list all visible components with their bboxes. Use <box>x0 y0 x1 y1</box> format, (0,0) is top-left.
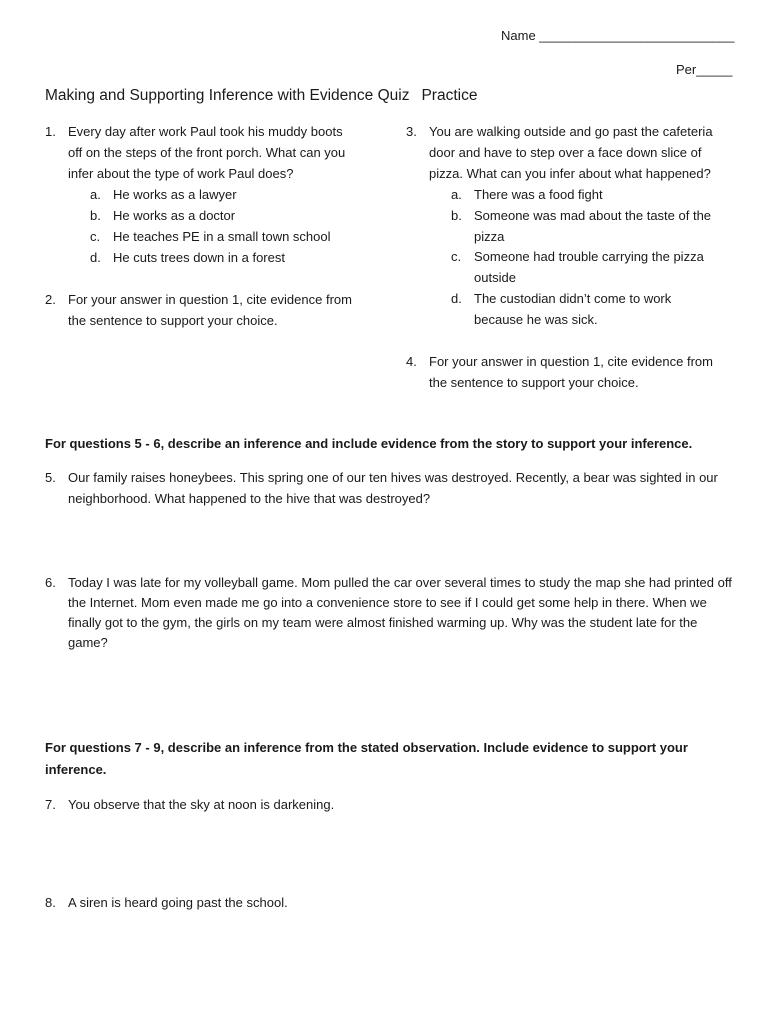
option-text: There was a food fight <box>474 187 603 202</box>
instruction-line: inference. <box>45 762 107 777</box>
option-text: outside <box>474 270 516 285</box>
question-text-line: the sentence to support your choice. <box>429 375 639 390</box>
title-main: Making and Supporting Inference with Evidence Quiz <box>45 87 410 104</box>
option-letter: d. <box>451 291 462 306</box>
question-number: 2. <box>45 292 56 307</box>
option-text: The custodian didn’t come to work <box>474 291 672 306</box>
question-number: 7. <box>45 797 56 812</box>
section-instructions-5-6: For questions 5 - 6, describe an inference and include evidence from the story to support your inference. <box>45 436 693 451</box>
option-letter: c. <box>90 229 101 244</box>
question-text-line: infer about the type of work Paul does? <box>68 166 294 181</box>
question-number: 5. <box>45 470 56 485</box>
option-text: pizza <box>474 229 505 244</box>
question-text-line: Our family raises honeybees. This spring one of our ten hives was destroyed. Recently, a bear was sighted in our <box>68 470 718 485</box>
question-number: 6. <box>45 575 56 590</box>
section-instructions-7-9 <box>45 737 688 781</box>
question-text-line: For your answer in question 1, cite evidence from <box>429 354 713 369</box>
question-text-line: door and have to step over a face down slice of <box>429 145 702 160</box>
question-text-line: You are walking outside and go past the cafeteria <box>429 124 713 139</box>
option-letter: a. <box>90 187 101 202</box>
question-text-line: A siren is heard going past the school. <box>68 895 288 910</box>
question-text-line: You observe that the sky at noon is darkening. <box>68 797 335 812</box>
name-field-label: Name ___________________________ <box>501 28 735 43</box>
question-number: 4. <box>406 354 417 369</box>
period-field-label: Per_____ <box>676 62 733 77</box>
question-text-line: pizza. What can you infer about what happened? <box>429 166 711 181</box>
option-letter: b. <box>90 208 101 223</box>
title-sub: Practice <box>421 87 478 104</box>
question-text-line: neighborhood. What happened to the hive that was destroyed? <box>68 491 431 506</box>
question-text-line: Every day after work Paul took his muddy boots <box>68 124 343 139</box>
question-text-line: off on the steps of the front porch. What can you <box>68 145 346 160</box>
question-text-line: game? <box>68 635 108 650</box>
question-text-line: For your answer in question 1, cite evidence from <box>68 292 352 307</box>
option-text: He works as a lawyer <box>113 187 237 202</box>
question-number: 8. <box>45 895 56 910</box>
option-text: He works as a doctor <box>113 208 236 223</box>
instruction-line: For questions 7 - 9, describe an inference from the stated observation. Include evidence to support your <box>45 740 688 755</box>
question-text-line: the sentence to support your choice. <box>68 313 278 328</box>
option-text: because he was sick. <box>474 312 598 327</box>
option-letter: a. <box>451 187 462 202</box>
option-letter: c. <box>451 249 462 264</box>
question-number: 3. <box>406 124 417 139</box>
option-text: Someone had trouble carrying the pizza <box>474 249 704 264</box>
question-text-line: the Internet. Mom even made me go into a convenience store to see if I could get some help in there. When we <box>68 595 707 610</box>
option-text: Someone was mad about the taste of the <box>474 208 712 223</box>
question-text-line: finally got to the gym, the girls on my team were almost finished warming up. Why was the student late for the <box>68 615 698 630</box>
option-text: He teaches PE in a small town school <box>113 229 331 244</box>
option-letter: b. <box>451 208 462 223</box>
option-text: He cuts trees down in a forest <box>113 250 285 265</box>
option-letter: d. <box>90 250 101 265</box>
question-text-line: Today I was late for my volleyball game. Mom pulled the car over several times to study the map she had printed off <box>68 575 732 590</box>
page-title <box>45 87 477 105</box>
question-number: 1. <box>45 124 56 139</box>
